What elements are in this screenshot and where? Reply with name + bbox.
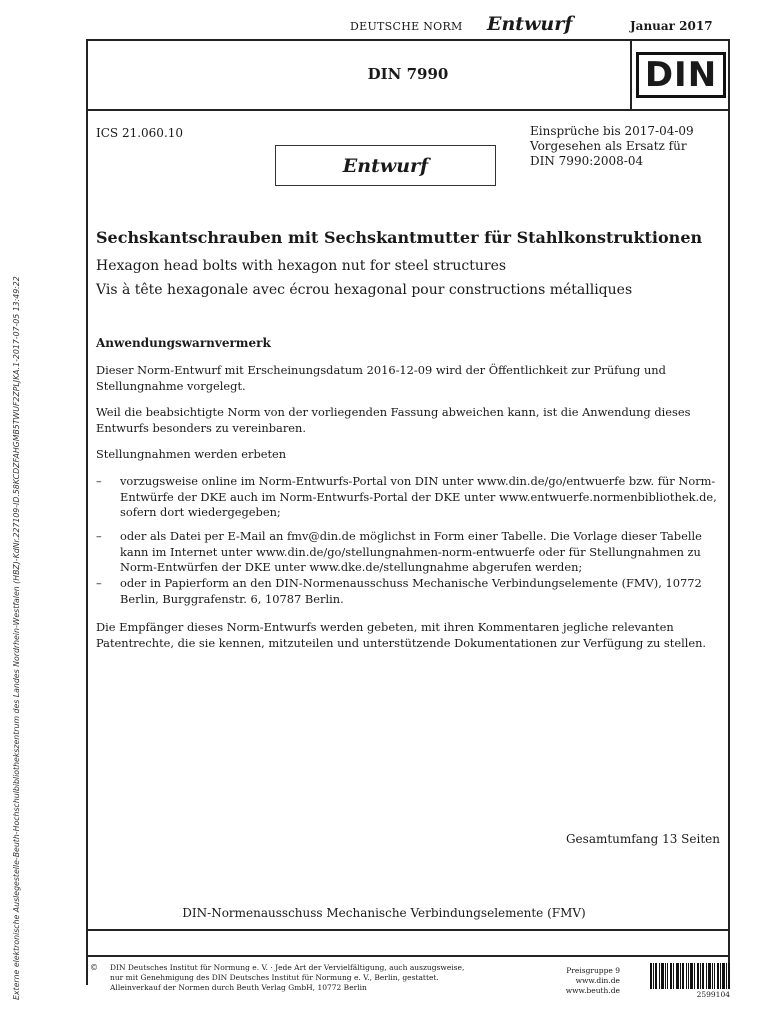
beuth-website: www.beuth.de (565, 986, 620, 995)
left-frame-rule (86, 111, 88, 985)
din-logo: DIN (636, 52, 726, 98)
list-item (96, 474, 722, 521)
standard-number: DIN 7990 (367, 65, 449, 83)
einsprueche-date: Einsprüche bis 2017-04-09 (530, 124, 694, 138)
list-item (96, 529, 722, 576)
list-item-text: vorzugsweise online im Norm-Entwurfs-Portal von DIN unter www.din.de/go/entwuerfe bzw. für Norm-Entwürfe der DKE auch im Norm-Entwurfs-Portal der DKE unter www.entwuerfe.normenbibliothek.de, sofern dort wiedergegeben; (120, 474, 717, 519)
list-item-text: oder als Datei per E-Mail an fmv@din.de möglichst in Form einer Tabelle. Die Vorlage dieser Tabelle kann im Internet unter www.din.de/go/stellungnahmen-norm-entwuerfe oder für Stellungnahmen zu Norm-Entwürfen der DKE unter www.dke.de/stellungnahme abgerufen werden; (120, 529, 702, 574)
footer-info (540, 966, 620, 996)
copyright-notice (90, 963, 470, 993)
title-german: Sechskantschrauben mit Sechskantmutter für Stahlkonstruktionen (96, 228, 703, 247)
page-count: Gesamtumfang 13 Seiten (565, 832, 720, 846)
bottom-frame (86, 929, 730, 957)
header-date: Januar 2017 (630, 19, 713, 33)
ics-code: ICS 21.060.10 (96, 126, 184, 140)
right-frame-rule (728, 111, 730, 985)
committee-name: DIN-Normenausschuss Mechanische Verbindungselemente (FMV) (182, 906, 586, 920)
list-dash: – (96, 529, 102, 543)
header-norm-label: DEUTSCHE NORM (350, 20, 463, 33)
warning-title: Anwendungswarnvermerk (96, 336, 271, 350)
draft-box: Entwurf (275, 145, 496, 186)
list-item (96, 576, 722, 607)
din-website: www.din.de (575, 976, 620, 985)
draft-meta (530, 124, 720, 169)
warning-paragraph-3: Stellungnahmen werden erbeten (96, 447, 287, 461)
ersatz-label: Vorgesehen als Ersatz für (530, 139, 687, 153)
side-watermark-text: Externe elektronische Auslegestelle-Beuth-Hochschulbibliothekszentrum des Landes Nordrhein-Westfalen (HBZ)-KdNr.227109-ID.58KCDZFAHGMB5TWUF2ZPLJKA.1-2017-07-05 13:49:22 (12, 276, 21, 1000)
list-item-text: oder in Papierform an den DIN-Normenausschuss Mechanische Verbindungselemente (FMV), 10772 Berlin, Burggrafenstr. 6, 10787 Berlin. (120, 576, 702, 606)
ersatz-standard: DIN 7990:2008-04 (530, 154, 644, 168)
price-group: Preisgruppe 9 (566, 966, 620, 975)
barcode-icon (650, 963, 730, 989)
title-frame (86, 39, 730, 111)
title-french: Vis à tête hexagonale avec écrou hexagonal pour constructions métalliques (96, 282, 633, 298)
din-logo-cell (630, 39, 730, 111)
warning-paragraph-1: Dieser Norm-Entwurf mit Erscheinungsdatum 2016-12-09 wird der Öffentlichkeit zur Prüfung und Stellungnahme vorgelegt. (96, 363, 666, 393)
patent-paragraph: Die Empfänger dieses Norm-Entwurfs werden gebeten, mit ihren Kommentaren jegliche relevanten Patentrechte, die sie kennen, mitzuteilen und unterstützende Dokumentationen zur Verfügung zu stellen. (96, 620, 707, 650)
copyright-icon: © (90, 963, 98, 972)
list-dash: – (96, 576, 102, 590)
copyright-text: DIN Deutsches Institut für Normung e. V. · Jede Art der Vervielfältigung, auch auszugsweise, nur mit Genehmigung des DIN Deutsches Institut für Normung e. V., Berlin, gestattet. Alleinverkauf der Normen durch Beuth Verlag GmbH, 10772 Berlin (110, 963, 465, 992)
barcode-number: 2599104 (696, 990, 730, 999)
header-entwurf: Entwurf (487, 13, 573, 35)
list-dash: – (96, 474, 102, 488)
title-english: Hexagon head bolts with hexagon nut for steel structures (96, 258, 507, 274)
warning-paragraph-2: Weil die beabsichtigte Norm von der vorliegenden Fassung abweichen kann, ist die Anwendung dieses Entwurfs besonders zu vereinbaren. (96, 405, 691, 435)
